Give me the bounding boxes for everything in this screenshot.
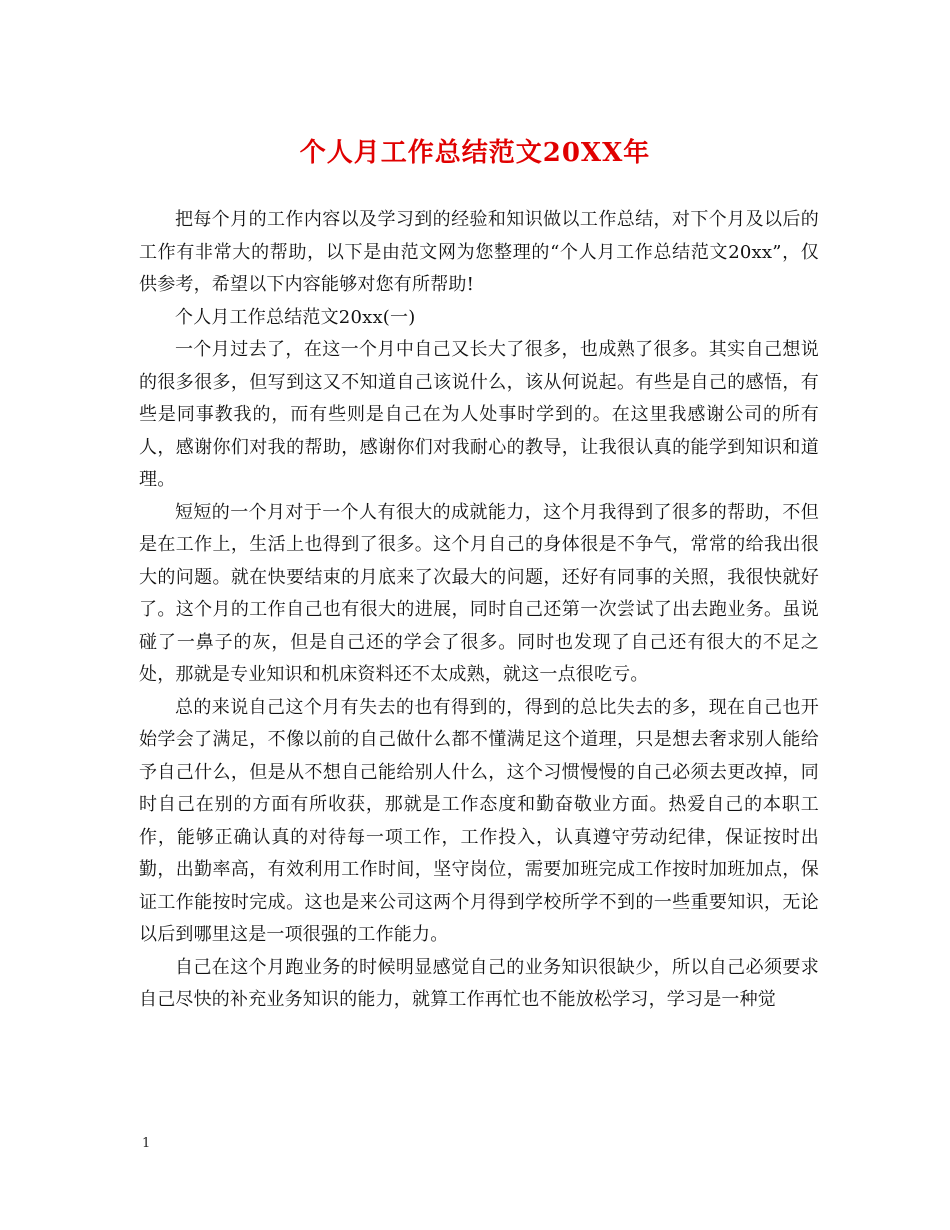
- page-number: 1: [142, 1136, 151, 1151]
- section-heading: 个人月工作总结范文20xx(一): [175, 306, 416, 328]
- body-paragraph-1: 一个月过去了，在这一个月中自己又长大了很多，也成熟了很多。其实自己想说的很多很多，但写到这又不知道自己该说什么，该从何说起。有些是自己的感悟，有些是同事教我的，而有些则是自己在为人处事时学到的。在这里我感谢公司的所有人，感谢你们对我的帮助，感谢你们对我耐心的教导，让我很认真的能学到知识和道理。: [139, 339, 819, 490]
- body-paragraph-4: 自己在这个月跑业务的时候明显感觉自己的业务知识很缺少，所以自己必须要求自己尽快的补充业务知识的能力，就算工作再忙也不能放松学习，学习是一种觉: [139, 956, 819, 1010]
- body-paragraph-2: 短短的一个月对于一个人有很大的成就能力，这个月我得到了很多的帮助，不但是在工作上，生活上也得到了很多。这个月自己的身体很是不争气，常常的给我出很大的问题。就在快要结束的月底来了次最大的问题，还好有同事的关照，我很快就好了。这个月的工作自己也有很大的进展，同时自己还第一次尝试了出去跑业务。虽说碰了一鼻子的灰，但是自己还的学会了很多。同时也发现了自己还有很大的不足之处，那就是专业知识和机床资料还不太成熟，就这一点很吃亏。: [139, 501, 819, 685]
- intro-paragraph: 把每个月的工作内容以及学习到的经验和知识做以工作总结，对下个月及以后的工作有非常大的帮助，以下是由范文网为您整理的“个人月工作总结范文20xx”，仅供参考，希望以下内容能够对您有所帮助!: [139, 209, 819, 295]
- document-body: [139, 204, 819, 1017]
- body-paragraph-3: 总的来说自己这个月有失去的也有得到的，得到的总比失去的多，现在自己也开始学会了满足，不像以前的自己做什么都不懂满足这个道理，只是想去奢求别人能给予自己什么，但是从不想自己能给别人什么，这个习惯慢慢的自己必须去更改掉，同时自己在别的方面有所收获，那就是工作态度和勤奋敬业方面。热爱自己的本职工作，能够正确认真的对待每一项工作，工作投入，认真遵守劳动纪律，保证按时出勤，出勤率高，有效利用工作时间，坚守岗位，需要加班完成工作按时加班加点，保证工作能按时完成。这也是来公司这两个月得到学校所学不到的一些重要知识，无论以后到哪里这是一项很强的工作能力。: [139, 696, 819, 945]
- document-title: 个人月工作总结范文20XX年: [299, 138, 651, 168]
